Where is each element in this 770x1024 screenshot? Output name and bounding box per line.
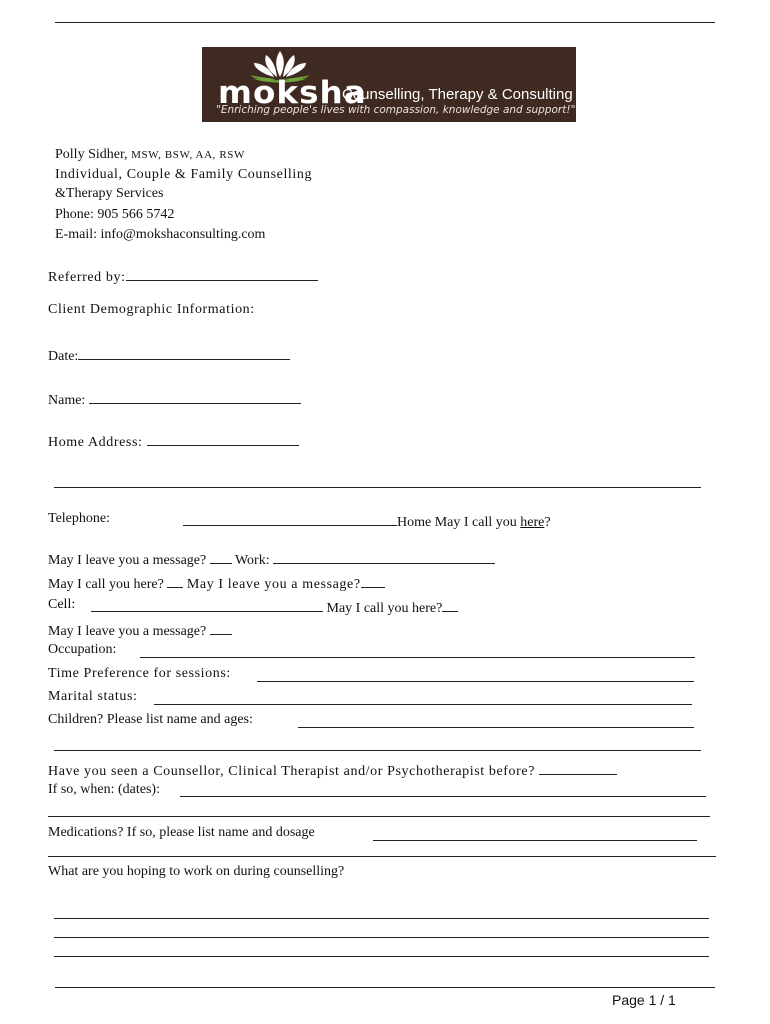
- call-here-label-2: May I call you here?: [326, 601, 443, 616]
- home-address-line-2[interactable]: [54, 487, 701, 488]
- marital-status-label: Marital status:: [48, 689, 138, 704]
- leave-message-field-3[interactable]: [210, 621, 232, 635]
- cell-field[interactable]: [91, 598, 323, 612]
- leave-message-label-2: May I leave you a message?: [186, 577, 361, 592]
- call-here-field-2[interactable]: [442, 598, 458, 612]
- seen-counsellor-field[interactable]: [539, 761, 617, 775]
- moksha-logo: [202, 47, 576, 122]
- leave-message-work-row: [48, 550, 495, 568]
- if-so-when-field[interactable]: [180, 796, 706, 797]
- telephone-home-field[interactable]: [183, 512, 397, 526]
- children-field-line-2[interactable]: [54, 750, 701, 751]
- telephone-label: Telephone:: [48, 511, 110, 526]
- logo-slogan: "Enriching people's lives with compassion, knowledge and support!": [216, 104, 576, 116]
- contact-services-line2: &Therapy Services: [55, 186, 164, 201]
- leave-message-row-3: [48, 621, 232, 639]
- contact-phone: Phone: 905 566 5742: [55, 207, 175, 222]
- contact-credentials: MSW, BSW, AA, RSW: [131, 149, 245, 161]
- contact-name-line: [55, 148, 245, 162]
- date-row: [48, 346, 290, 364]
- time-preference-field[interactable]: [257, 681, 694, 682]
- if-so-when-field-line-2[interactable]: [48, 816, 710, 817]
- date-field[interactable]: [78, 346, 290, 360]
- marital-status-field[interactable]: [154, 704, 692, 705]
- logo-tagline: Counselling, Therapy & Consulting: [342, 86, 573, 103]
- occupation-label: Occupation:: [48, 642, 117, 657]
- call-here-field-1[interactable]: [167, 574, 183, 588]
- home-address-row: [48, 432, 299, 450]
- hoping-label: What are you hoping to work on during counselling?: [48, 864, 345, 879]
- children-field[interactable]: [298, 727, 694, 728]
- hoping-field-line-2[interactable]: [54, 937, 709, 938]
- call-here-label-1: May I call you here?: [48, 577, 164, 592]
- date-label: Date:: [48, 349, 79, 364]
- footer-rule: [55, 987, 715, 988]
- referred-by-field[interactable]: [126, 267, 318, 281]
- telephone-row: [183, 512, 551, 530]
- name-row: [48, 390, 301, 408]
- contact-services-line1: Individual, Couple & Family Counselling: [55, 167, 313, 182]
- work-label: Work:: [234, 553, 270, 568]
- demographic-heading: Client Demographic Information:: [48, 302, 255, 317]
- home-address-label: Home Address:: [48, 435, 143, 450]
- page-number: Page 1 / 1: [612, 992, 676, 1008]
- work-field[interactable]: [273, 550, 495, 564]
- top-rule: [55, 22, 715, 23]
- medications-field[interactable]: [373, 840, 697, 841]
- medications-field-line-2[interactable]: [48, 856, 716, 857]
- medications-label: Medications? If so, please list name and dosage: [48, 825, 315, 840]
- referred-by-label: Referred by:: [48, 270, 126, 285]
- leave-message-label-3: May I leave you a message?: [48, 624, 207, 639]
- hoping-field-line-3[interactable]: [54, 956, 709, 957]
- seen-counsellor-row: [48, 761, 617, 779]
- referred-by-row: [48, 267, 318, 285]
- leave-message-field-1[interactable]: [210, 550, 232, 564]
- home-call-label: Home May I call you: [397, 515, 521, 530]
- home-call-here: here: [520, 515, 545, 530]
- leave-message-label-1: May I leave you a message?: [48, 553, 207, 568]
- name-label: Name:: [48, 393, 86, 408]
- if-so-when-label: If so, when: (dates):: [48, 782, 160, 797]
- logo-wordmark: moksha: [218, 75, 367, 111]
- cell-row: [91, 598, 458, 616]
- name-field[interactable]: [89, 390, 301, 404]
- contact-name: Polly Sidher,: [55, 147, 128, 162]
- time-preference-label: Time Preference for sessions:: [48, 666, 231, 681]
- children-label: Children? Please list name and ages:: [48, 712, 253, 727]
- home-call-qmark: ?: [544, 515, 551, 530]
- hoping-field-line-1[interactable]: [54, 918, 709, 919]
- contact-email: E-mail: info@mokshaconsulting.com: [55, 227, 266, 242]
- home-address-field[interactable]: [147, 432, 299, 446]
- call-here-row-1: [48, 574, 385, 592]
- occupation-field[interactable]: [140, 657, 695, 658]
- cell-label: Cell:: [48, 597, 76, 612]
- seen-counsellor-label: Have you seen a Counsellor, Clinical Therapist and/or Psychotherapist before?: [48, 764, 536, 779]
- leave-message-field-2[interactable]: [361, 574, 385, 588]
